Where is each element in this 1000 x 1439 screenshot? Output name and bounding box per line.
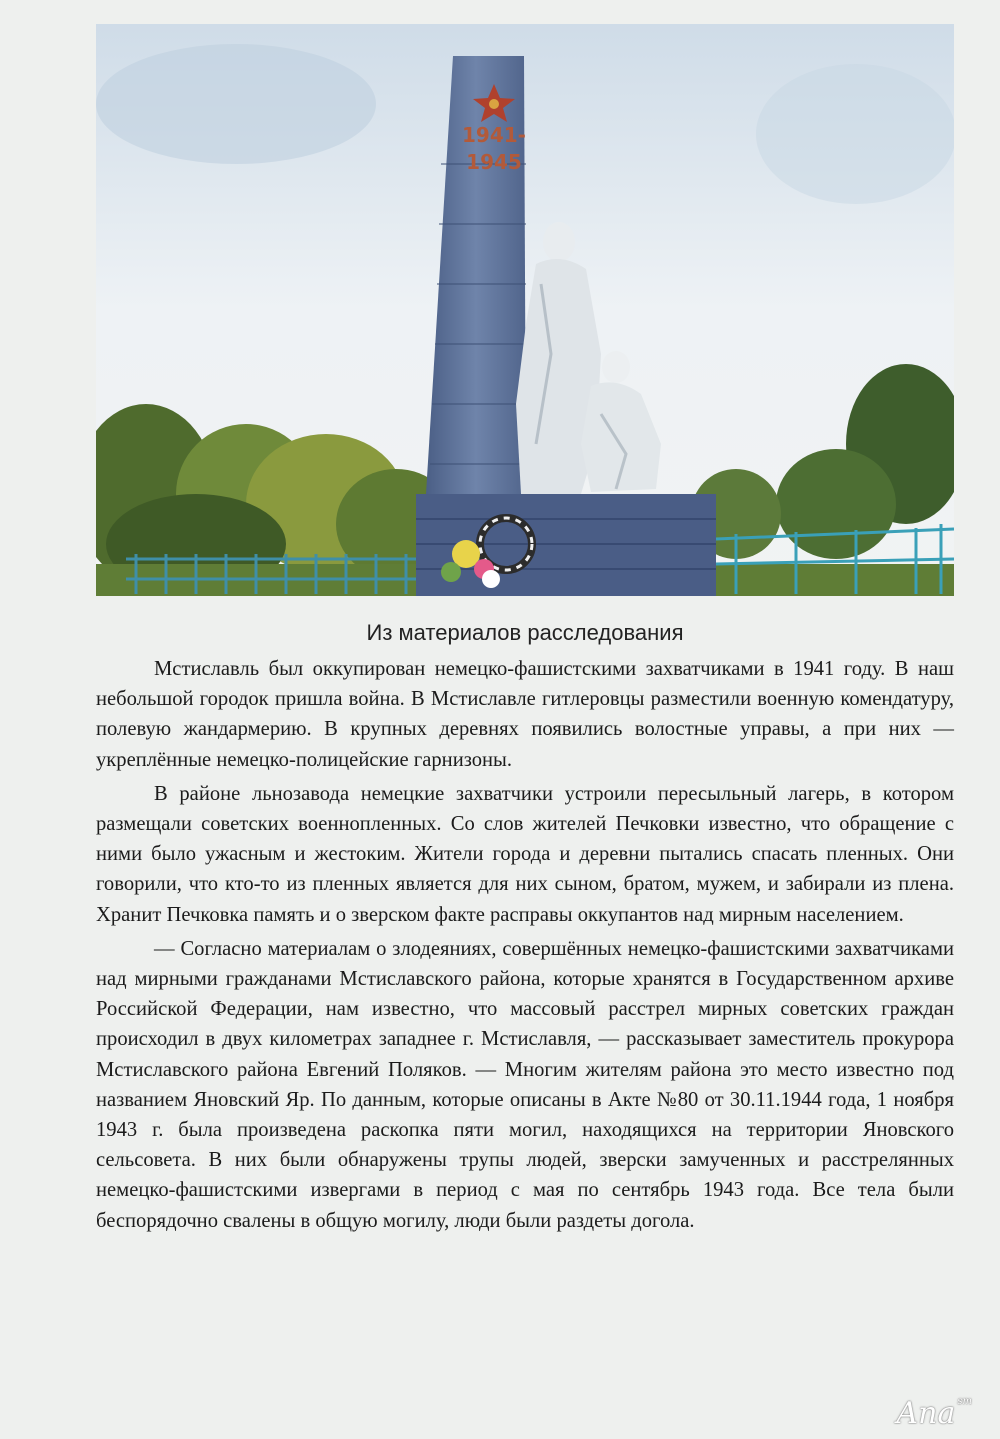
- memorial-photo: [96, 24, 954, 596]
- paragraph: — Согласно материалам о злодеяниях, совершённых немецко-фашистскими захватчиками над мирными гражданами Мстиславского района, которые хранятся в Государственном архиве Российской Федерации, нам известно, что массовый расстрел мирных советских граждан происходил в двух километрах западнее г. Мстиславля, — рассказывает заместитель прокурора Мстиславского района Евгений Поляков. — Многим жителям района это место известно под названием Яновский Яр. По данным, которые описаны в Акте №80 от 30.11.1944 года, 1 ноября 1943 г. была произведена раскопка пяти могил, находящихся на территории Яновского сельсовета. В них были обнаружены трупы людей, зверски замученных и расстрелянных немецко-фашистскими извергами в период с мая по сентябрь 1943 года. Все тела были беспорядочно свалены в общую могилу, люди были раздеты догола.: [96, 937, 954, 1232]
- watermark-signature: Ana $^{sm}$: [896, 1396, 972, 1431]
- paragraph: Мстиславль был оккупирован немецко-фашистскими захватчиками в 1941 году. В наш небольшой городок пришла война. В Мстиславле гитлеровцы разместили военную комендатуру, полевую жандармерию. В крупных деревнях появились волостные управы, а при них — укреплённые немецко-полицейские гарнизоны.: [96, 658, 954, 771]
- article-body: [96, 654, 954, 1240]
- plaque-year-bottom: 1945: [466, 150, 522, 174]
- plaque-year-top: 1941-: [462, 123, 526, 147]
- memorial-illustration: [96, 24, 954, 596]
- section-heading: Из материалов расследования: [366, 620, 684, 645]
- paragraph: В районе льнозавода немецкие захватчики устроили пересыльный лагерь, в котором размещали советских военнопленных. Со слов жителей Печковки известно, что обращение с ними было ужасным и жестоким. Жители города и деревни пытались спасать пленных. Они говорили, что кто-то из пленных является для них сыном, братом, мужем, и забирали из плена. Хранит Печковка память и о зверском факте расправы оккупантов над мирным населением.: [96, 782, 954, 926]
